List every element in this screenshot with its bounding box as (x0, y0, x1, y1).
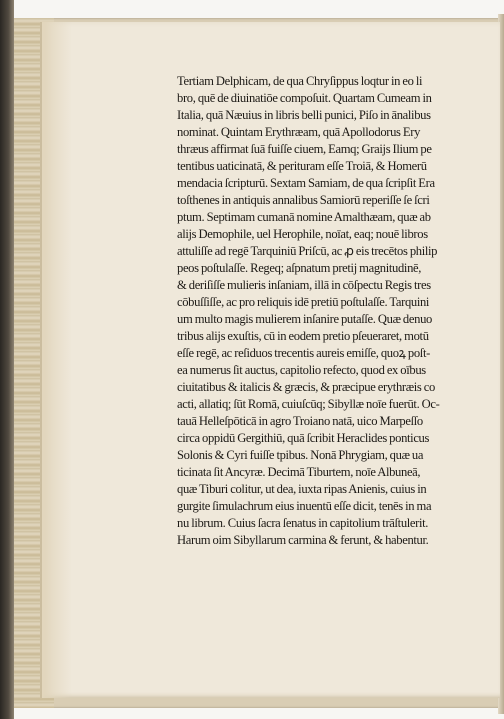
text-line: Harum oim Sibyllarum carmina & ferunt, & habentur. (177, 533, 429, 547)
text-line: Solonis & Cyri fuiſſe tpibus. Nonā Phrygiam, quæ ua (177, 448, 424, 462)
text-line: ea numerus ſit auctus, capitolio refecto, quod ex oībus (177, 363, 426, 377)
text-line: & deriſiſſe mulieris inſaniam, illā in cōſpectu Regis tres (177, 278, 431, 292)
text-line: cōbuſſiſſe, ac pro reliquis idē pretiū poſtulaſſe. Tarquini (177, 295, 430, 309)
text-line: Tertiam Delphicam, de qua Chryſippus loqtur in eo li (177, 74, 423, 88)
text-block (177, 73, 485, 549)
text-line: Italia, quā Næuius in libris belli punici, Piſo in ānalibus (177, 108, 431, 122)
text-line: tribus alijs exuſtis, cū in eodem pretio pſeueraret, motū (177, 329, 429, 343)
text-line: ticinata ſit Ancyræ. Decimā Tiburtem, noīe Albuneā, (177, 465, 421, 479)
text-line: bro, quē de diuinatiōe compoſuit. Quartam Cumeam in (177, 91, 432, 105)
text-line: alijs Demophile, uel Herophile, noīat, eaq; nouē libros (177, 227, 428, 241)
text-line: ciuitatibus & italicis & græcis, & præcipue erythræis co (177, 380, 435, 394)
text-line: mendacia ſcripturū. Sextam Samiam, de qua ſcripſit Era (177, 176, 435, 190)
text-line: attuliſſe ad regē Tarquiniū Priſcū, ac ꝓ eis trecētos philip (177, 244, 438, 258)
text-line: thræus affirmat ſuā fuiſſe ciuem, Eamq; Graijs Ilium pe (177, 142, 432, 156)
text-line: tentibus uaticinatā, & perituram eſſe Troiā, & Homerū (177, 159, 427, 173)
text-line: um multo magis mulierem inſanire putaſſe. Quæ denuo (177, 312, 432, 326)
text-line: tauā Helleſpōticā in agro Troiano natā, uico Marpeſſo (177, 414, 423, 428)
text-line: circa oppidū Gergithiū, quā ſcribit Heraclides ponticus (177, 431, 430, 445)
text-line: toſthenes in antiquis annalibus Samiorū reperiſſe ſe ſcri (177, 193, 430, 207)
text-line: acti, allatiq; ſūt Romā, cuiuſcūq; Sibyllæ noīe fuerūt. Oc- (177, 397, 440, 411)
text-line: quæ Tiburi colitur, ut dea, iuxta ripas Anienis, cuius in (177, 482, 427, 496)
text-line: gurgite ſimulachrum eius inuentū eſſe dicit, tenēs in ma (177, 499, 432, 513)
text-line: peos poſtulaſſe. Regeq; aſpnatum pretij magnitudinē, (177, 261, 422, 275)
text-line: eſſe regē, ac reſiduos trecentis aureis emiſſe, quoꝝ poſt- (177, 346, 430, 360)
text-line: nominat. Quintam Erythræam, quā Apollodorus Ery (177, 125, 421, 139)
binding-shadow (0, 0, 14, 719)
text-line: ptum. Septimam cumanā nomine Amalthæam, quæ ab (177, 210, 431, 224)
text-line: nu librum. Cuius ſacra ſenatus in capitolium trāſtulerit. (177, 516, 429, 530)
